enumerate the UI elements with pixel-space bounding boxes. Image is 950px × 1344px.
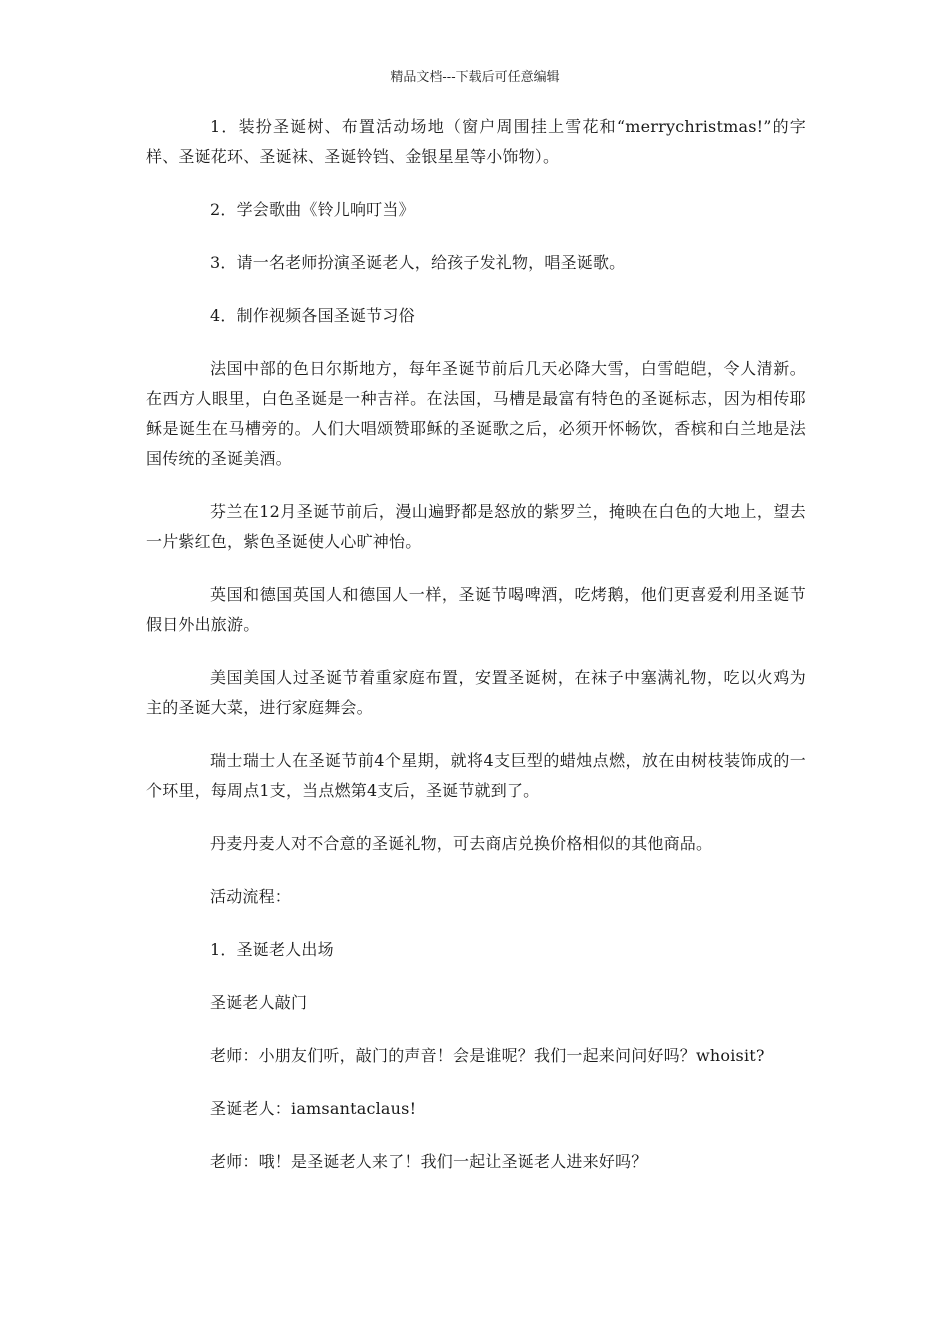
paragraph-finland: 芬兰在12月圣诞节前后，漫山遍野都是怒放的紫罗兰，掩映在白色的大地上，望去一片紫红色，紫色圣诞使人心旷神怡。 [146,502,806,551]
paragraph-item-3: 3．请一名老师扮演圣诞老人，给孩子发礼物，唱圣诞歌。 [210,253,626,272]
paragraph-item-4: 4．制作视频各国圣诞节习俗 [210,306,415,325]
paragraph-uk-germany: 英国和德国英国人和德国人一样，圣诞节喝啤酒，吃烤鹅，他们更喜爱利用圣诞节假日外出旅游。 [146,585,806,634]
dialogue-teacher-1: 老师：小朋友们听，敲门的声音！会是谁呢？我们一起来问问好吗？whoisit? [210,1046,765,1065]
paragraph-usa: 美国美国人过圣诞节着重家庭布置，安置圣诞树，在袜子中塞满礼物，吃以火鸡为主的圣诞大菜，进行家庭舞会。 [146,668,806,717]
step-santa-appears: 1．圣诞老人出场 [210,940,334,959]
document-body [146,112,806,1200]
dialogue-santa-1: 圣诞老人：iamsantaclaus! [210,1099,417,1118]
paragraph-item-2: 2．学会歌曲《铃儿响叮当》 [210,200,415,219]
section-heading-activity-flow: 活动流程： [210,887,292,906]
paragraph-item-1: 1．装扮圣诞树、布置活动场地（窗户周围挂上雪花和“merrychristmas!”的字样、圣诞花环、圣诞袜、圣诞铃铛、金银星星等小饰物）。 [146,117,806,166]
santa-knocks-line: 圣诞老人敲门 [210,993,308,1012]
dialogue-teacher-2: 老师：哦！是圣诞老人来了！我们一起让圣诞老人进来好吗？ [210,1152,648,1171]
paragraph-denmark: 丹麦丹麦人对不合意的圣诞礼物，可去商店兑换价格相似的其他商品。 [210,834,713,853]
paragraph-france: 法国中部的色日尔斯地方，每年圣诞节前后几天必降大雪，白雪皑皑，令人清新。在西方人眼里，白色圣诞是一种吉祥。在法国，马槽是最富有特色的圣诞标志，因为相传耶稣是诞生在马槽旁的。人们大唱颂赞耶稣的圣诞歌之后，必须开怀畅饮，香槟和白兰地是法国传统的圣诞美酒。 [146,359,806,468]
paragraph-switzerland: 瑞士瑞士人在圣诞节前4个星期，就将4支巨型的蜡烛点燃，放在由树枝装饰成的一个环里，每周点1支，当点燃第4支后，圣诞节就到了。 [146,751,806,800]
page-header: 精品文档---下载后可任意编辑 [390,70,560,85]
